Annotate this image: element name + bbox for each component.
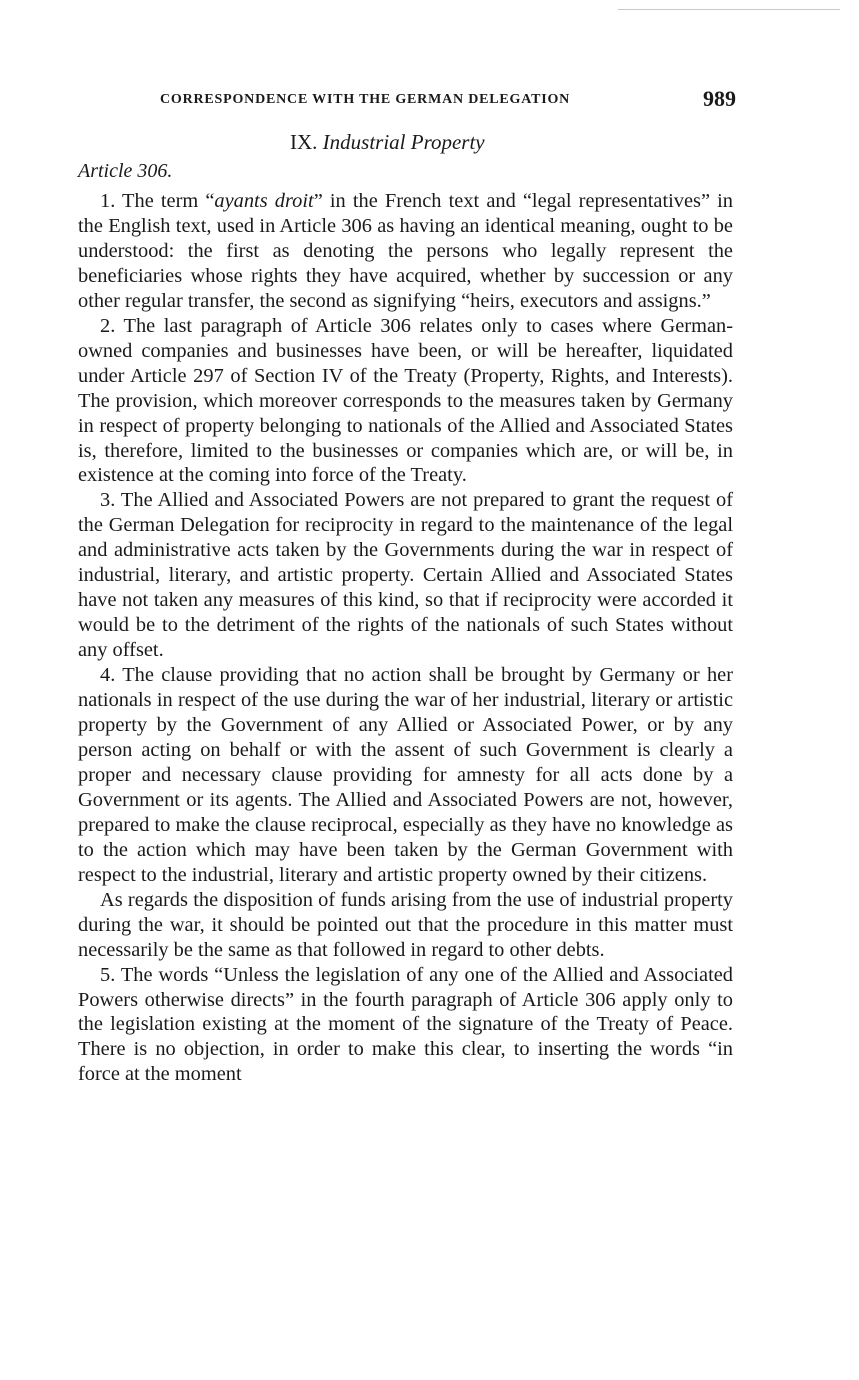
paragraph-3: 3. The Allied and Associated Powers are not prepared to grant the request of the German Delegation for reciprocity in regard to the maintenance of the legal and administrative acts taken by the Governments during the war in respect of industrial, literary, and artistic property. Certain Allied and Associated States have not taken any measures of this kind, so that if reciprocity were accorded it would be to the detriment of the rights of the nationals of such States without any offset. <box>78 489 733 662</box>
page-number: 989 <box>703 86 736 111</box>
paragraph-6: 5. The words “Unless the legislation of any one of the Allied and Associated Powers otherwise directs” in the fourth paragraph of Article 306 apply only to the legislation existing at the moment of the signature of the Treaty of Peace. There is no objection, in order to make this clear, to inserting the words “in force at the moment <box>78 963 733 1086</box>
body-text <box>78 189 733 1087</box>
paragraph-2: 2. The last paragraph of Article 306 relates only to cases where German-owned companies and businesses have been, or will be hereafter, liquidated under Article 297 of Section IV of the Treaty (Property, Rights, and Interests). The provision, which moreover corresponds to the measures taken by Germany in respect of property belonging to nationals of the Allied and Associated States is, therefore, limited to the businesses or companies which are, or will be, in existence at the coming into force of the Treaty. <box>78 314 733 487</box>
section-heading <box>290 130 485 155</box>
section-number: IX. <box>290 130 318 154</box>
paragraph-1-lead: 1. The term “ <box>100 190 215 212</box>
paragraph-1-italic-term: ayants droit <box>214 190 314 212</box>
running-title: CORRESPONDENCE WITH THE GERMAN DELEGATION <box>160 92 571 107</box>
section-title: Industrial Property <box>322 130 485 154</box>
paragraph-1 <box>78 189 733 314</box>
running-head <box>160 86 738 116</box>
paragraph-5: As regards the disposition of funds arising from the use of industrial property during the war, it should be pointed out that the procedure in this matter must necessarily be the same as that followed in regard to other debts. <box>78 888 733 961</box>
article-heading: Article 306. <box>78 160 173 182</box>
paragraph-4: 4. The clause providing that no action shall be brought by Germany or her nationals in respect of the use during the war of her industrial, literary or artistic property by the Government of any Allied or Associated Power, or by any person acting on behalf or with the assent of such Government is clearly a proper and necessary clause providing for amnesty for all acts done by a Government or its agents. The Allied and Associated Powers are not, however, prepared to make the clause reciprocal, especially as they have no knowledge as to the action which may have been taken by the German Government with respect to the industrial, literary and artistic property owned by their citizens. <box>78 664 733 886</box>
page-edge-rule <box>618 9 840 10</box>
paragraph-1-rest: ” in the French text and “legal representatives” in the English text, used in Article 306 as having an identical meaning, ought to be understood: the first as denoting the persons who legally represent the beneficiaries whose rights they have acquired, whether by succession or any other regular transfer, the second as signifying “heirs, executors and assigns.” <box>78 190 733 312</box>
